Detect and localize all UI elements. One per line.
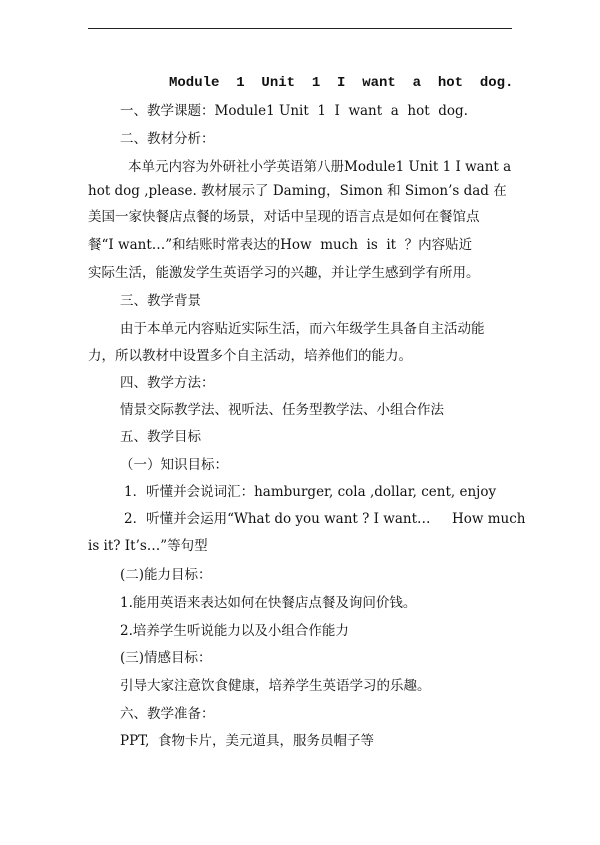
ability-objective-heading: (二)能力目标： <box>120 567 212 583</box>
methods-text: 情景交际教学法、视听法、任务型教学法、小组合作法 <box>120 402 444 418</box>
document-title: Module 1 Unit 1 I want a hot dog. <box>169 75 514 91</box>
section-objectives-heading: 五、教学目标 <box>120 429 201 445</box>
knowledge-item-1: 1．听懂并会说词汇：hamburger, cola ,dollar, cent, enjoy <box>124 484 497 500</box>
knowledge-item-2-cont: is it? It’s…”等句型 <box>88 538 208 554</box>
section-topic: 一、教学课题：Module1 Unit 1 I want a hot dog. <box>120 103 468 119</box>
knowledge-item-2: 2．听懂并会运用“What do you want ? I want… How much <box>124 511 526 527</box>
background-line-1: 由于本单元内容贴近实际生活，而六年级学生具备自主活动能 <box>120 321 485 337</box>
knowledge-objective-heading: （一）知识目标： <box>120 457 228 473</box>
section-methods-heading: 四、教学方法： <box>120 375 215 391</box>
section-analysis-heading: 二、教材分析： <box>120 131 215 147</box>
emotion-objective-heading: (三)情感目标： <box>120 650 212 666</box>
section-background-heading: 三、教学背景 <box>120 293 201 309</box>
background-line-2: 力，所以教材中设置多个自主活动，培养他们的能力。 <box>88 348 412 364</box>
analysis-line-5: 实际生活，能激发学生英语学习的兴趣，并让学生感到学有所用。 <box>88 265 480 281</box>
analysis-line-4: 餐“I want…”和结账时常表达的How much is it ？内容贴近 <box>88 237 473 253</box>
header-rule <box>88 28 512 29</box>
analysis-line-3: 美国一家快餐店点餐的场景，对话中呈现的语言点是如何在餐馆点 <box>88 209 480 225</box>
section-preparation-heading: 六、教学准备： <box>120 706 215 722</box>
ability-item-1: 1.能用英语来表达如何在快餐店点餐及询问价钱。 <box>120 595 417 611</box>
analysis-line-2: hot dog ,please. 教材展示了 Daming，Simon 和 Simon’s dad 在 <box>88 183 507 199</box>
ability-item-2: 2.培养学生听说能力以及小组合作能力 <box>120 623 349 639</box>
preparation-text: PPT, 食物卡片，美元道具，服务员帽子等 <box>120 733 375 749</box>
emotion-item-1: 引导大家注意饮食健康，培养学生英语学习的乐趣。 <box>120 678 431 694</box>
analysis-line-1: 本单元内容为外研社小学英语第八册Module1 Unit 1 I want a <box>128 159 512 175</box>
